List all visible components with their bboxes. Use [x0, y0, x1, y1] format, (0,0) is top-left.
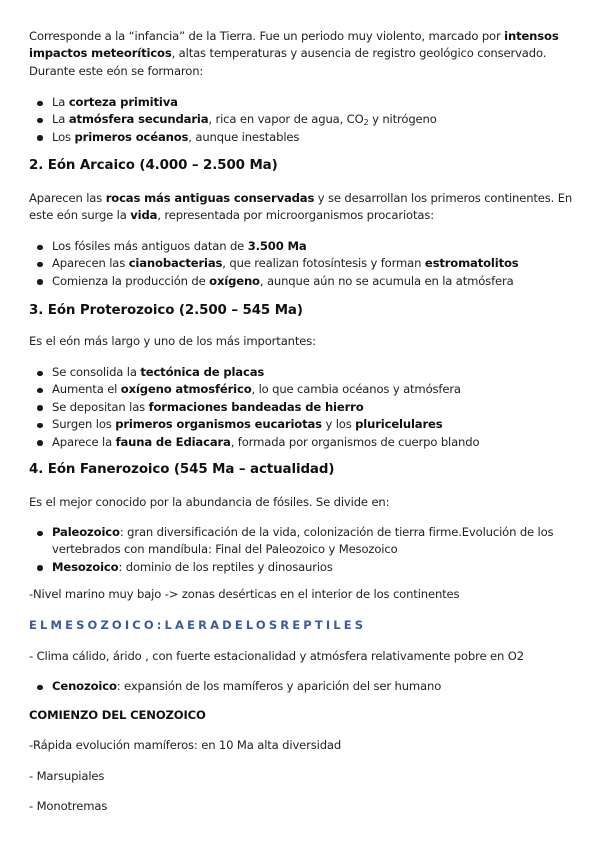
list-item: Se consolida la tectónica de placas — [29, 364, 581, 381]
list-item: Mesozoico: dominio de los reptiles y dinosaurios — [29, 559, 581, 576]
intro-paragraph — [29, 28, 581, 80]
mammal-line: -Rápida evolución mamíferos: en 10 Ma alta diversidad — [29, 738, 342, 752]
bold-term: intensos impactos meteoríticos — [29, 29, 559, 61]
section-heading-arcaico: 2. Eón Arcaico (4.000 – 2.500 Ma) — [29, 158, 278, 173]
arcaico-list — [29, 238, 581, 290]
clima-line: - Clima cálido, árido , con fuerte estacionalidad y atmósfera relativamente pobre en O2 — [29, 649, 524, 663]
mesozoico-title: ELMESOZOICO:LAERADELOSREPTILES — [29, 618, 367, 632]
list-item: Cenozoico: expansión de los mamíferos y aparición del ser humano — [29, 678, 581, 695]
fanerozoico-paragraph: Es el mejor conocido por la abundancia de fósiles. Se divide en: — [29, 495, 390, 509]
fanerozoico-list — [29, 524, 581, 576]
list-item: Surgen los primeros organismos eucariotas y los pluricelulares — [29, 416, 581, 433]
monotreme-line: - Monotremas — [29, 799, 108, 813]
cenozoico-list — [29, 678, 581, 695]
section-heading-fanerozoico: 4. Eón Fanerozoico (545 Ma – actualidad) — [29, 462, 335, 477]
list-item: Comienza la producción de oxígeno, aunque aún no se acumula en la atmósfera — [29, 273, 581, 290]
list-item: Los primeros océanos, aunque inestables — [29, 129, 581, 146]
list-item: Paleozoico: gran diversificación de la vida, colonización de tierra firme.Evolución de los vertebrados con mandíbula: Final del Paleozoico y Mesozoico — [29, 524, 581, 559]
list-item: Aparecen las cianobacterias, que realizan fotosíntesis y forman estromatolitos — [29, 255, 581, 272]
list-item: Aparece la fauna de Ediacara, formada por organismos de cuerpo blando — [29, 434, 581, 451]
proterozoico-list — [29, 364, 581, 451]
arcaico-paragraph: Aparecen las rocas más antiguas conservadas y se desarrollan los primeros continentes. En este eón surge la vida, representada por microorganismos procariotas: — [29, 191, 573, 223]
proterozoico-paragraph: Es el eón más largo y uno de los más importantes: — [29, 334, 316, 348]
list-item: Los fósiles más antiguos datan de 3.500 Ma — [29, 238, 581, 255]
hadean-list — [29, 94, 581, 146]
cenozoico-title: COMIENZO DEL CENOZOICO — [29, 708, 206, 722]
list-item: La atmósfera secundaria, rica en vapor de agua, $CO_2$ y nitrógeno — [29, 111, 581, 128]
marsupial-line: - Marsupiales — [29, 769, 105, 783]
section-heading-proterozoico: 3. Eón Proterozoico (2.500 – 545 Ma) — [29, 303, 303, 318]
text-span: , altas temperaturas y ausencia de registro geológico conservado. — [171, 46, 547, 61]
list-item: La corteza primitiva — [29, 94, 581, 111]
sea-level-note: -Nivel marino muy bajo -> zonas desérticas en el interior de los continentes — [29, 587, 460, 601]
text-span: Corresponde a la “infancia” de la Tierra. Fue un periodo muy violento, marcado por — [29, 29, 505, 43]
text-span: Durante este eón se formaron: — [29, 63, 204, 78]
list-item: Se depositan las formaciones bandeadas de hierro — [29, 399, 581, 416]
list-item: Aumenta el oxígeno atmosférico, lo que cambia océanos y atmósfera — [29, 381, 581, 398]
